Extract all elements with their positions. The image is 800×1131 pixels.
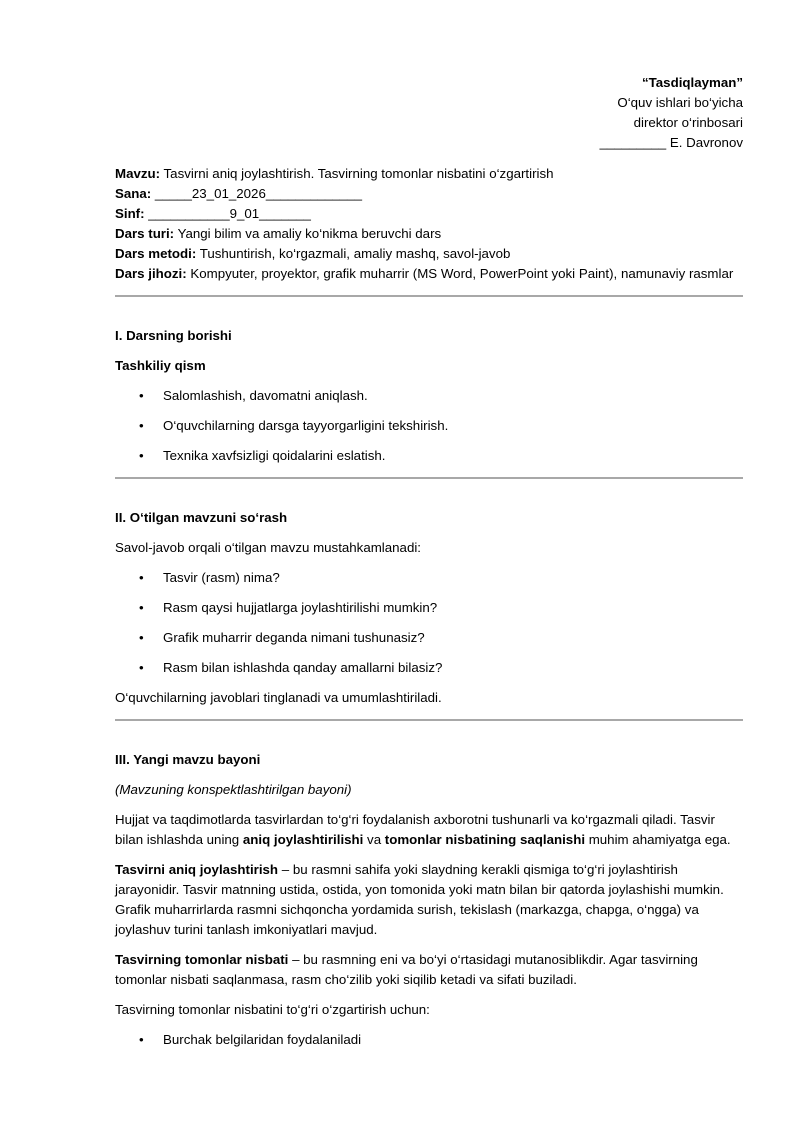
meta-date [115,184,743,204]
list-item-text: Salomlashish, davomatni aniqlash. [163,388,368,403]
bullet-list [115,1030,743,1050]
section-outro: O‘quvchilarning javoblari tinglanadi va umumlashtiriladi. [115,690,442,705]
term: Tasvirning tomonlar nisbati [115,952,289,967]
section-subtitle: Tashkiliy qism [115,358,206,373]
meta-method [115,244,743,264]
list-item-text: Rasm qaysi hujjatlarga joylashtirilishi mumkin? [163,600,438,615]
approval-title: “Tasdiqlayman” [642,75,743,90]
definition: – bu rasmning eni va bo‘yi o‘rtasidagi mutanosiblikdir. Agar tasvirning tomonlar nisbati saqlanmasa, rasm cho‘zilib yoki siqilib ketadi va sifati buziladi. [115,952,698,987]
paragraph [115,950,743,990]
text-run: muhim ahamiyatga ega. [585,832,731,847]
bullet-icon: • [139,418,144,433]
section-title: II. O‘tilgan mavzuni so‘rash [115,510,288,525]
definition: – bu rasmni sahifa yoki slaydning kerakli qismiga to‘g‘ri joylashtirish jarayonidir. Tasvir matnning ustida, ostida, yon tomonida yoki matn bilan bir qatorda joylashishi mumkin. Grafik muharrirlarda rasmni sichqoncha yordamida surish, tekislash (markazga, chapga, o‘ngga) va joylashuv turini tanlash imkoniyatlari mavjud. [115,862,724,937]
meta-label: Sinf: [115,206,145,221]
bullet-icon: • [139,660,144,675]
list-item [115,628,743,648]
bullet-list [115,568,743,678]
bullet-icon: • [139,448,144,463]
meta-label: Sana: [115,186,152,201]
meta-class [115,204,743,224]
document-content [115,73,743,1050]
meta-label: Dars jihozi: [115,266,187,281]
list-item [115,658,743,678]
approval-block [115,73,743,153]
bullet-icon: • [139,630,144,645]
section-divider [115,719,743,721]
list-item [115,598,743,618]
meta-label: Dars metodi: [115,246,197,261]
list-item [115,1030,743,1050]
bullet-list [115,386,743,466]
list-item-text: Burchak belgilaridan foydalaniladi [163,1032,362,1047]
approval-signature: _________ E. Davronov [599,135,743,150]
section-divider [115,295,743,297]
text-run: va [363,832,385,847]
list-item-text: Grafik muharrir deganda nimani tushunasiz? [163,630,425,645]
paragraph: Tasvirning tomonlar nisbatini to‘g‘ri o‘zgartirish uchun: [115,1002,430,1017]
approval-line: O‘quv ishlari bo‘yicha [617,95,743,110]
meta-value: _____23_01_2026_____________ [151,186,362,201]
meta-lesson-type [115,224,743,244]
lesson-meta [115,164,743,284]
bullet-icon: • [139,600,144,615]
meta-equipment [115,264,743,284]
paragraph [115,810,743,850]
list-item [115,386,743,406]
paragraph [115,860,743,940]
meta-label: Dars turi: [115,226,175,241]
meta-value: Yangi bilim va amaliy ko‘nikma beruvchi dars [174,226,442,241]
section-intro: Savol-javob orqali o‘tilgan mavzu mustahkamlanadi: [115,540,421,555]
list-item-text: O‘quvchilarning darsga tayyorgarligini tekshirish. [163,418,449,433]
list-item-text: Rasm bilan ishlashda qanday amallarni bilasiz? [163,660,443,675]
section-title: III. Yangi mavzu bayoni [115,752,261,767]
list-item-text: Texnika xavfsizligi qoidalarini eslatish. [163,448,386,463]
text-run: Hujjat va taqdimotlarda tasvirlardan to‘g‘ri foydalanish axborotni tushunarli va ko‘rgazmali qiladi. Tasvir bilan ishlashda uning [115,812,715,847]
meta-value: ___________9_01_______ [144,206,311,221]
list-item-text: Tasvir (rasm) nima? [163,570,280,585]
list-item [115,416,743,436]
meta-value: Kompyuter, proyektor, grafik muharrir (MS Word, PowerPoint yoki Paint), namunaviy rasmlar [186,266,734,281]
bullet-icon: • [139,570,144,585]
approval-line: direktor o‘rinbosari [633,115,743,130]
meta-value: Tasvirni aniq joylashtirish. Tasvirning tomonlar nisbatini o‘zgartirish [160,166,554,181]
meta-value: Tushuntirish, ko‘rgazmali, amaliy mashq, savol-javob [196,246,511,261]
section-subtitle: (Mavzuning konspektlashtirilgan bayoni) [115,782,352,797]
list-item [115,568,743,588]
bold-text: aniq joylashtirilishi [242,832,364,847]
term: Tasvirni aniq joylashtirish [115,862,279,877]
bold-text: tomonlar nisbatining saqlanishi [384,832,586,847]
list-item [115,446,743,466]
meta-topic [115,164,743,184]
section-divider [115,477,743,479]
meta-label: Mavzu: [115,166,161,181]
bullet-icon: • [139,388,144,403]
section-title: I. Darsning borishi [115,328,232,343]
bullet-icon: • [139,1032,144,1047]
